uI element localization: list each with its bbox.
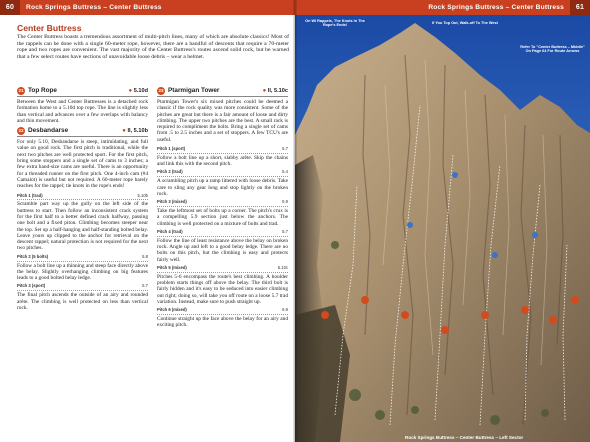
- route-marker: [532, 232, 538, 238]
- route-marker: [321, 311, 329, 319]
- photo-label-walkoff: If You Top Out, Walk-off To The West: [432, 21, 498, 25]
- text-column-left: [17, 87, 148, 313]
- left-page: [0, 15, 295, 442]
- pitch-label: Pitch 1 (trad): [17, 192, 43, 198]
- crag-photo-page: [295, 15, 590, 442]
- route-marker: [571, 296, 579, 304]
- right-page-number: 61: [570, 0, 590, 15]
- pitch-heading: [17, 254, 148, 262]
- route-number-badge: 23: [157, 87, 165, 95]
- text-column-right: [157, 87, 288, 331]
- crag-photo: [295, 15, 590, 442]
- pitch-grade: 5.10b: [137, 192, 148, 198]
- photo-label-rappel: On Wi Rappels, The Knots In The Rope's Ends!: [305, 19, 365, 28]
- section-title: Center Buttress: [17, 23, 82, 33]
- pitch-description: Pitches 5-6 encompass the route's best climbing. A boulder problem starts things off above the belay. The third bolt is fairly hidden and it's easy to be seduced into easier climbing out right; doing so, will take you off route on a loose 5.7 trad variation. Instead, make sure to push straight up.: [157, 273, 288, 305]
- route-marker: [481, 311, 489, 319]
- pitch-heading: [157, 169, 288, 177]
- pitch-description: Continue straight up the face above the belay for an airy and exciting pitch.: [157, 315, 288, 329]
- pitch-label: Pitch 3 (sport): [17, 283, 46, 289]
- pitch-heading: [157, 229, 288, 237]
- photo-caption: Rock Springs Buttress – Center Buttress – Left Sector: [405, 435, 524, 440]
- route-name: Top Rope: [28, 86, 57, 94]
- pitch-label: Pitch 6 (mixed): [157, 307, 187, 313]
- pitch-label: Pitch 2 (5 bolts): [17, 253, 49, 259]
- route-marker: [492, 252, 498, 258]
- route-grade: 5.10d: [133, 87, 148, 94]
- route-marker: [401, 311, 409, 319]
- route-heading: 21 Top Rope ● 5.10d: [17, 87, 148, 97]
- right-page-header: [295, 0, 590, 15]
- pitch-grade: 5.8: [142, 253, 148, 259]
- pitch-heading: [17, 283, 148, 291]
- pitch-label: Pitch 2 (trad): [157, 169, 183, 175]
- route-marker: [407, 222, 413, 228]
- pitch-description: Follow a bolt line up a short, slabby arête. Skip the chains and link this with the second pitch.: [157, 154, 288, 168]
- pitch-label: Pitch 5 (mixed): [157, 264, 187, 270]
- left-header-title: Rock Springs Buttress – Center Buttress: [26, 4, 162, 11]
- pitch-description: Scramble part way up the gully on the left side of the buttress to start. Then follow an inconsistent crack system for the first half to a better defined crack halfway, passing one bolt and a fixed piton. Climbing becomes steeper near the top. Set up a half-hanging and half-standing bolted belay. Leave yours up clipped to the anchor for retrieval on the descent rappel; natural protection is not required for the next two pitches.: [17, 201, 148, 252]
- route-number-badge: 22: [17, 127, 25, 135]
- right-header-title: Rock Springs Buttress – Center Buttress: [428, 4, 564, 11]
- left-page-number: 60: [0, 0, 20, 15]
- left-page-header: [0, 0, 295, 15]
- route-marker: [361, 296, 369, 304]
- pitch-description: Follow the line of least resistance above the belay on broken rock. Angle up and left to a good belay ledge. There are no bolts on this pitch, but the climbing is easy and protects fairly well.: [157, 237, 288, 263]
- route-description: Between the West and Center Buttresses is a detached rock formation home to a 5.10d top rope. The line is slightly less than vertical and advances over a few overlaps with balancy and thin movement.: [17, 99, 148, 124]
- route-marker: [521, 306, 529, 314]
- route-marker: [549, 316, 557, 324]
- pitch-label: Pitch 1 (sport): [157, 146, 186, 152]
- pitch-label: Pitch 3 (mixed): [157, 199, 187, 205]
- route-grade: II, 5.10c: [267, 87, 288, 94]
- route-heading: 23 Ptarmigan Tower ● II, 5.10c: [157, 87, 288, 97]
- route-description: Ptarmigan Tower's six mixed pitches could be deemed a classic if the rock quality was more consistent. Some of the pitches are great but there is a fair amount of loose and dirty climbing. The upper two pitches are the best. A small rack is required to compliment the bolts. Bring a single set of cams from .5 to 2.5 inches and a set of stoppers. A few TCU's are useful.: [157, 99, 288, 143]
- pitch-grade: 5.10c: [277, 264, 288, 270]
- pitch-grade: 5.7: [282, 146, 288, 152]
- pitch-grade: 5.7: [282, 228, 288, 234]
- route-heading: 22 Desbandarse ● II, 5.10b: [17, 127, 148, 137]
- route-name: Ptarmigan Tower: [168, 86, 220, 94]
- photo-label-refer: Refer To "Center Buttress – Middle" On Page 64 For Route Arrows: [520, 45, 585, 54]
- route-description: For only 5.10, Desbandarse is steep, intimidating, and full value on good rock. The first pitch is traditional, while the next two pitches are well protected sport. For the first pitch, bring some stoppers and a single set of cams to 3 inches; a few extra hand-size cams are useful. There is an opportunity for a threaded runner on the first pitch. One 4-inch cam (#4 Camalot) is useful but not required. A 60-meter rope barely reaches for the rappel; tie knots in the rope's ends!: [17, 139, 148, 190]
- pitch-description: A scrambling pitch up a ramp littered with loose debris. Take care to sling any gear long and stop lightly on the broken rock.: [157, 178, 288, 197]
- pitch-grade: 5.4: [282, 169, 288, 175]
- pitch-heading: [157, 307, 288, 315]
- pitch-grade: 5.9: [282, 307, 288, 313]
- pitch-grade: 5.7: [142, 283, 148, 289]
- route-marker: [441, 326, 449, 334]
- section-intro: The Center Buttress boasts a tremendous assortment of multi-pitch lines, many of which are absolute classics! Most of the rappels can be done with a single 60-meter rope, however, there are a handful of descents that require a 70-meter rope and two ropes are convenient. The vast majority of the Center Buttress's routes ascend solid rock, but be warned that a few select routes have sections of unavoidable loose debris – wear a helmet.: [17, 34, 289, 60]
- pitch-description: Take the leftmost set of bolts up a corner. The pitch's crux is a compelling 5.9 section just below the anchors. The climbing is well protected on a mixture of bolts and trad.: [157, 207, 288, 227]
- pitch-label: Pitch 4 (trad): [157, 228, 183, 234]
- pitch-heading: [157, 199, 288, 207]
- route-grade: II, 5.10b: [127, 128, 148, 135]
- book-gutter: [293, 0, 297, 442]
- pitch-description: Follow a bolt line up a thinning and steep face directly above the belay. Slightly overhanging climbing on big features leads to a good bolted belay ledge.: [17, 262, 148, 282]
- pitch-grade: 5.9: [282, 199, 288, 205]
- pitch-heading: [157, 146, 288, 154]
- route-name: Desbandarse: [28, 127, 69, 135]
- pitch-description: The final pitch ascends the outside of an airy and rounded arête. The climbing is well protected on less than vertical rock.: [17, 292, 148, 311]
- route-marker: [452, 172, 458, 178]
- pitch-heading: [157, 265, 288, 273]
- route-number-badge: 21: [17, 87, 25, 95]
- pitch-heading: [17, 193, 148, 201]
